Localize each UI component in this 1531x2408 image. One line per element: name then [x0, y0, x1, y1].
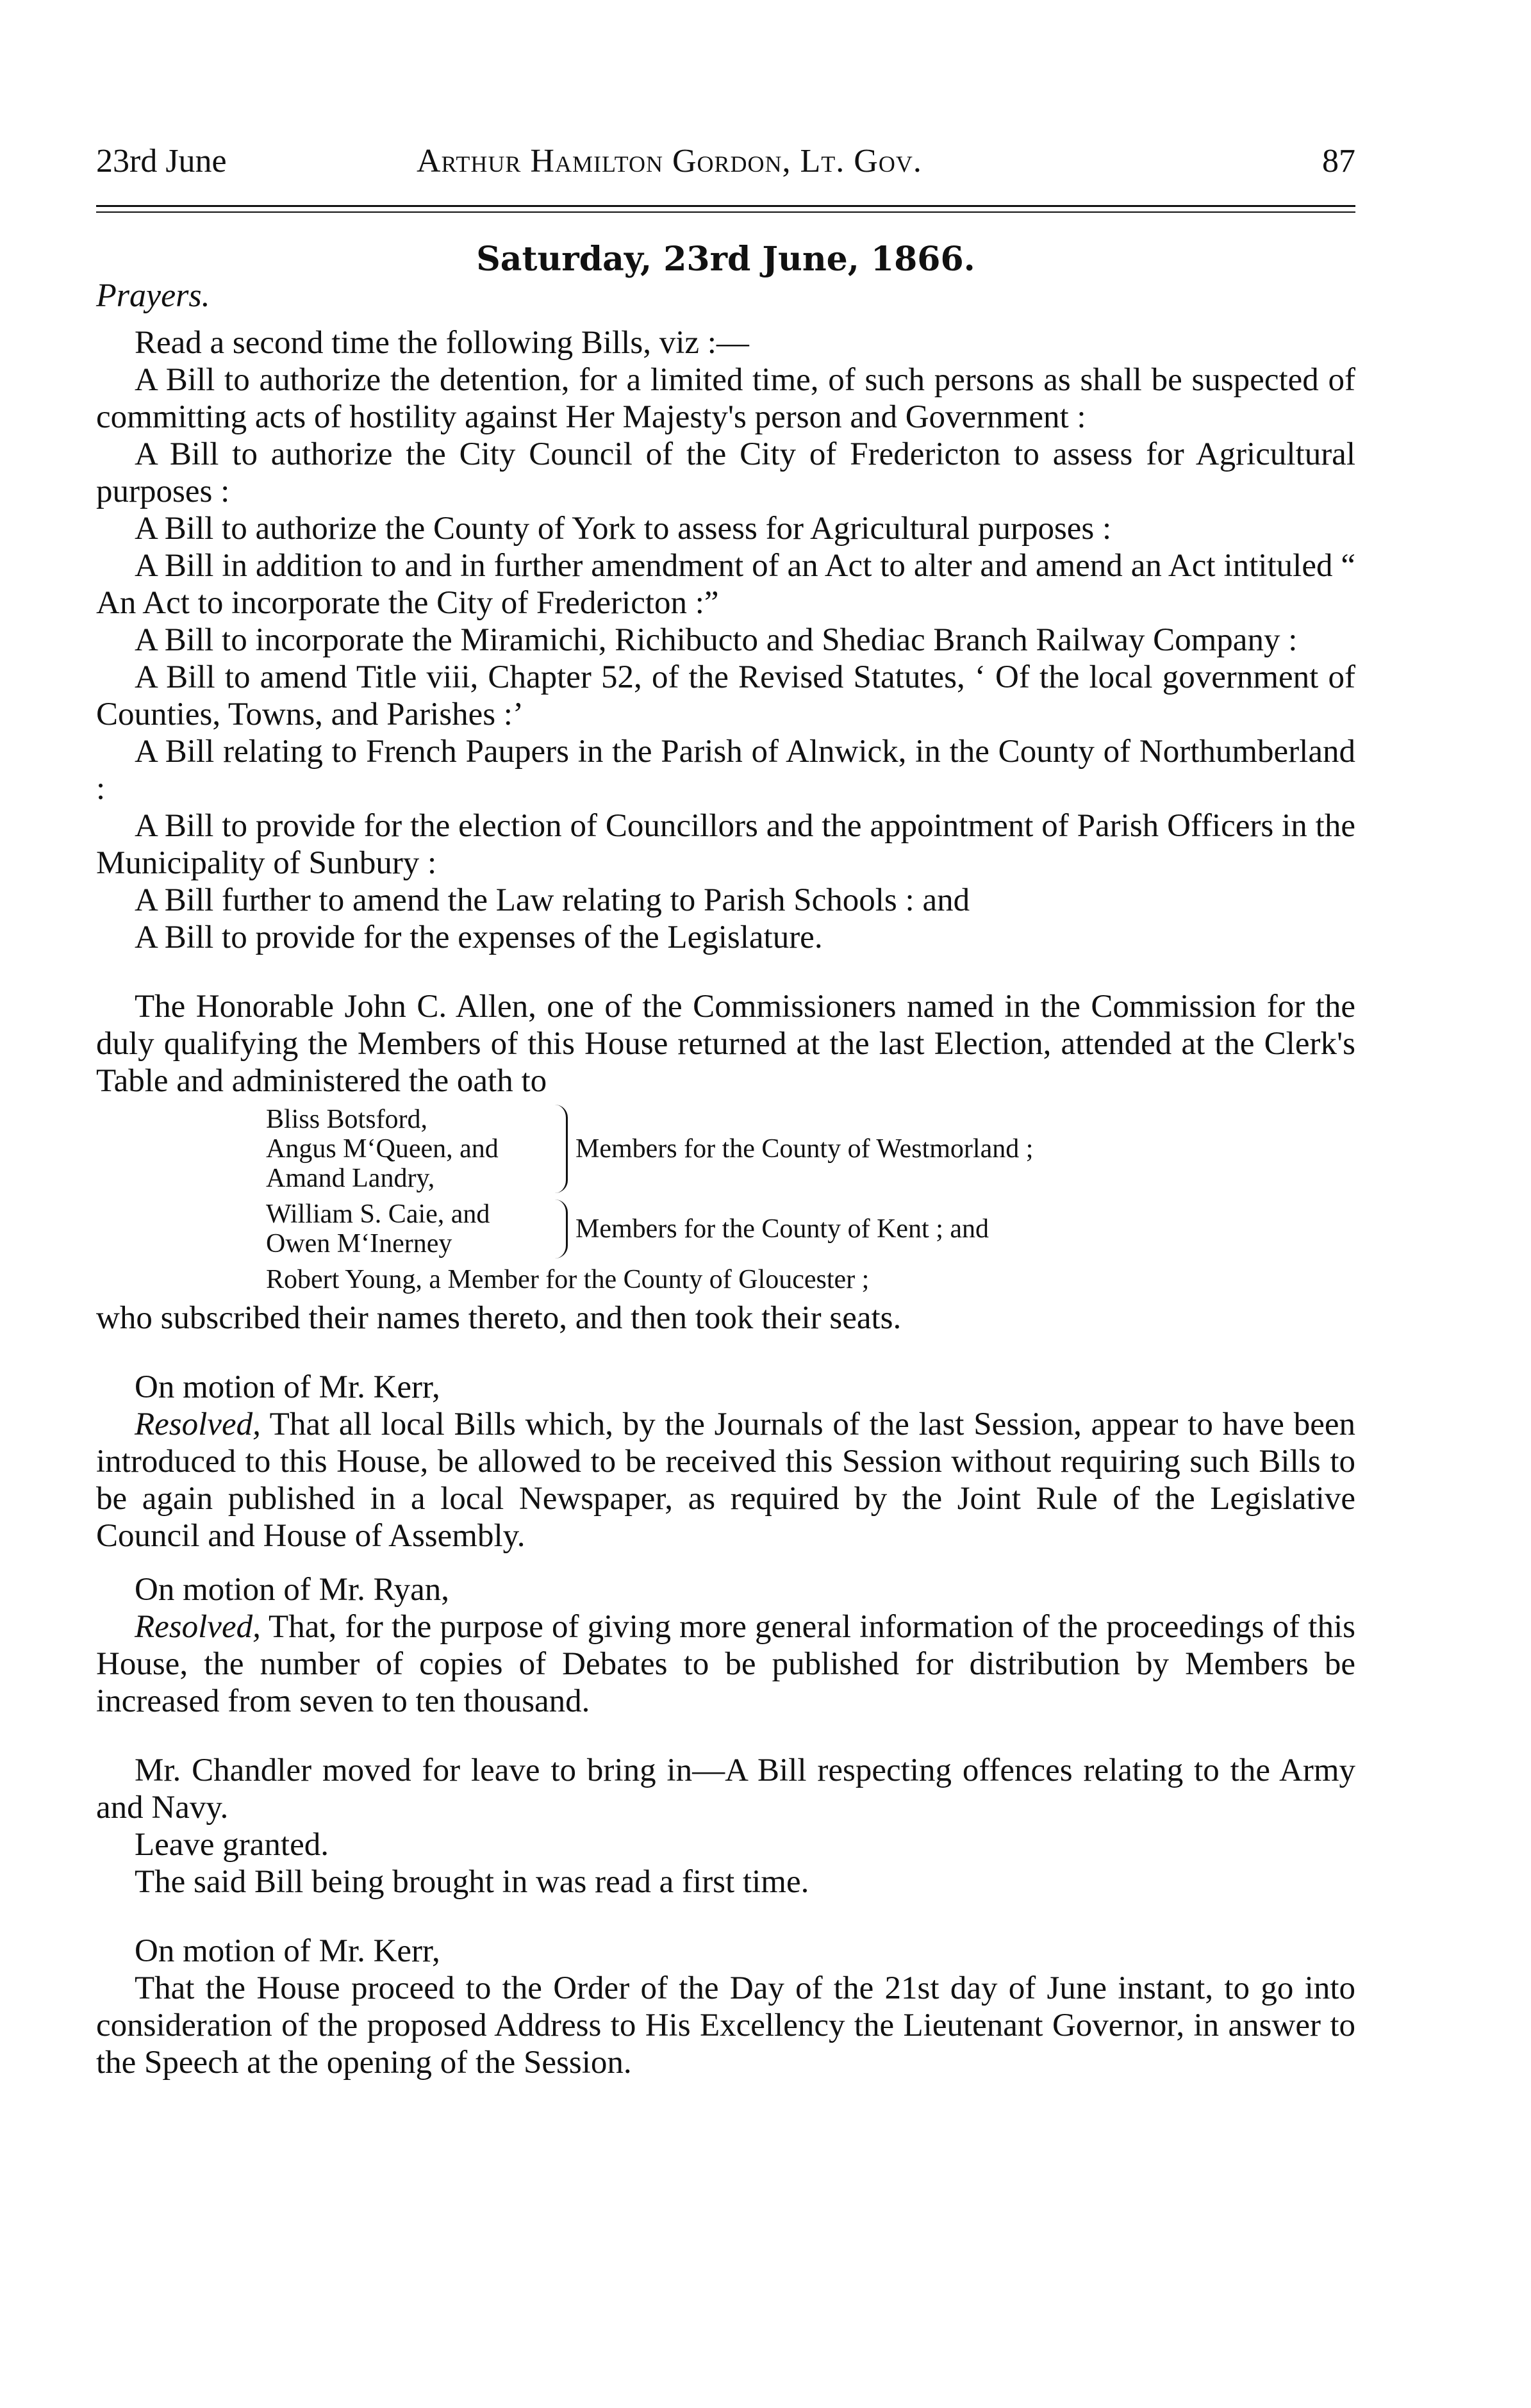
oath-closing: who subscribed their names thereto, and then took their seats.: [96, 1300, 902, 1336]
running-head: [96, 142, 1355, 194]
brace: [552, 1200, 568, 1258]
motion-intro: On motion of Mr. Kerr,: [135, 1369, 440, 1405]
page-number: 87: [1322, 143, 1355, 179]
motion-intro: On motion of Mr. Kerr,: [135, 1933, 440, 1969]
resolution: [96, 1406, 1355, 1554]
resolution: [96, 1608, 1355, 1720]
kent-members: [266, 1200, 1355, 1258]
oath-intro: The Honorable John C. Allen, one of the Commissioners named in the Commission for the duly qualifying the Members of this House returned at the last Election, attended at the Clerk's Table and administered the oath to: [96, 989, 1355, 1099]
member-name: Owen M‘Inerney: [266, 1229, 452, 1258]
header-date: 23rd June: [96, 143, 227, 179]
member-name: William S. Caie, and: [266, 1200, 490, 1229]
prayers-note: Prayers.: [96, 277, 210, 314]
sitting-date-heading: Saturday, 23rd June, 1866.: [476, 240, 975, 279]
bills-intro: Read a second time the following Bills, viz :—: [135, 325, 749, 361]
bill-item: A Bill to authorize the detention, for a limited time, of such persons as shall be suspected of committing acts of hostility against Her Majesty's person and Government :: [96, 362, 1355, 435]
bill-item: A Bill in addition to and in further amendment of an Act to alter and amend an Act intituled “ An Act to incorporate the City of Fredericton :”: [96, 548, 1355, 621]
bill-item: A Bill further to amend the Law relating to Parish Schools : and: [135, 882, 970, 918]
bill-item: A Bill to incorporate the Miramichi, Richibucto and Shediac Branch Railway Company :: [135, 622, 1298, 658]
motion-text: That the House proceed to the Order of the Day of the 21st day of June instant, to go into consideration of the proposed Address to His Excellency the Lieutenant Governor, in answer to the Speech at the opening of the Session.: [96, 1970, 1355, 2081]
member-name: Angus M‘Queen, and: [266, 1134, 499, 1164]
journal-body: [96, 324, 1355, 2081]
brace: [552, 1105, 568, 1193]
bill-item: A Bill to provide for the election of Councillors and the appointment of Parish Officers in the Municipality of Sunbury :: [96, 808, 1355, 881]
bill-item: A Bill to authorize the City Council of the City of Fredericton to assess for Agricultural purposes :: [96, 436, 1355, 509]
first-reading: The said Bill being brought in was read a first time.: [135, 1864, 809, 1900]
resolved-label: Resolved,: [135, 1609, 261, 1645]
leave-granted: Leave granted.: [135, 1827, 329, 1863]
oath-member-list: [266, 1105, 1355, 1294]
bill-item: A Bill relating to French Paupers in the Parish of Alnwick, in the County of Northumberland :: [96, 734, 1355, 807]
motion-intro: On motion of Mr. Ryan,: [135, 1572, 449, 1608]
bill-item: A Bill to authorize the County of York to assess for Agricultural purposes :: [135, 511, 1112, 547]
header-rule-thick: [96, 205, 1355, 207]
bill-item: A Bill to provide for the expenses of the Legislature.: [135, 919, 823, 955]
header-rule-thin: [96, 211, 1355, 213]
westmorland-members: [266, 1105, 1355, 1193]
constituency-description: Members for the County of Kent ; and: [575, 1214, 989, 1244]
member-name: Bliss Botsford,: [266, 1105, 428, 1134]
header-title: Arthur Hamilton Gordon, Lt. Gov.: [417, 143, 922, 179]
member-name: Amand Landry,: [266, 1164, 435, 1193]
resolution-text: That, for the purpose of giving more general information of the proceedings of this House, the number of copies of Debates to be published for distribution by Members be increased from seven to ten thousand.: [96, 1609, 1355, 1719]
gloucester-member: Robert Young, a Member for the County of Gloucester ;: [266, 1265, 870, 1294]
bill-item: A Bill to amend Title viii, Chapter 52, of the Revised Statutes, ‘ Of the local government of Counties, Towns, and Parishes :’: [96, 659, 1355, 732]
resolution-text: That all local Bills which, by the Journals of the last Session, appear to have been introduced to this House, be allowed to be received this Session without requiring such Bills to be again published in a local Newspaper, as required by the Joint Rule of the Legislative Council and House of Assembly.: [96, 1406, 1355, 1554]
chandler-motion: Mr. Chandler moved for leave to bring in—A Bill respecting offences relating to the Army and Navy.: [96, 1752, 1355, 1826]
resolved-label: Resolved,: [135, 1406, 261, 1442]
constituency-description: Members for the County of Westmorland ;: [575, 1134, 1034, 1164]
